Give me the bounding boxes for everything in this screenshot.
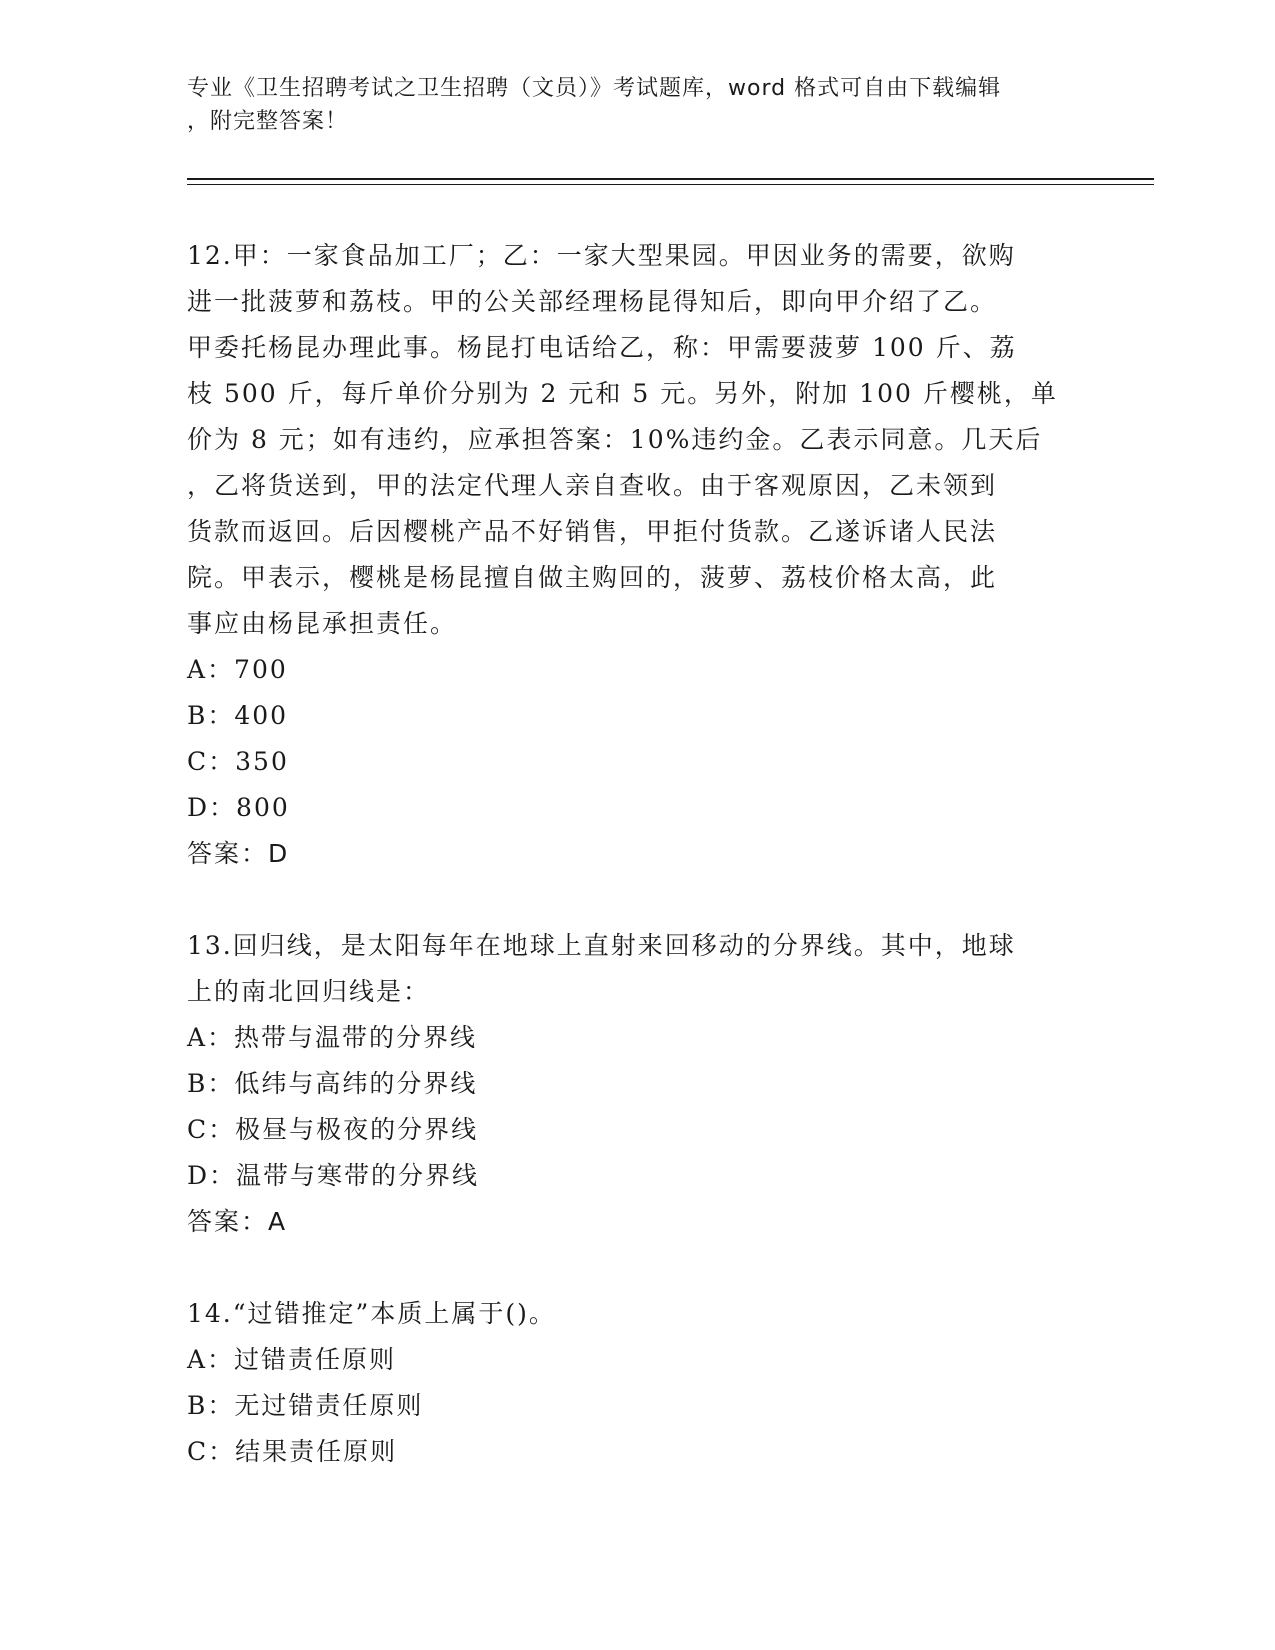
question-stem-line: 14.“过错推定”本质上属于()。 [187,1299,556,1328]
question-stem-line: 上的南北回归线是： [187,977,431,1006]
question-spacer [187,1245,1067,1291]
document-header [187,72,1067,138]
question-12 [187,233,1067,877]
question-stem-line: 甲委托杨昆办理此事。杨昆打电话给乙，称：甲需要菠萝 100 斤、荔 [187,333,1017,362]
header-line-2: ，附完整答案！ [187,109,349,134]
header-rule-bottom [187,184,1154,185]
option-b: B：400 [187,701,289,730]
header-line-1: 专业《卫生招聘考试之卫生招聘（文员）》考试题库，word 格式可自由下载编辑 [187,76,1002,101]
option-b: B：无过错责任原则 [187,1391,424,1420]
option-d: D：800 [187,793,290,822]
header-rule-top [187,178,1154,180]
question-stem-line: 13.回归线，是太阳每年在地球上直射来回移动的分界线。其中，地球 [187,931,1016,960]
question-stem-line: ，乙将货送到，甲的法定代理人亲自查收。由于客观原因，乙未领到 [187,471,998,500]
option-a: A：过错责任原则 [187,1345,397,1374]
question-spacer [187,877,1067,923]
option-c: C：结果责任原则 [187,1437,398,1466]
question-13 [187,923,1067,1245]
option-a: A：700 [187,655,288,684]
option-a: A：热带与温带的分界线 [187,1023,478,1052]
answer-line: 答案：A [187,1207,288,1236]
question-list [187,233,1067,1475]
option-c: C：极昼与极夜的分界线 [187,1115,479,1144]
option-c: C：350 [187,747,289,776]
question-stem-line: 进一批菠萝和荔枝。甲的公关部经理杨昆得知后，即向甲介绍了乙。 [187,287,998,316]
question-stem-line: 枝 500 斤，每斤单价分别为 2 元和 5 元。另外，附加 100 斤樱桃，单 [187,379,1058,408]
option-b: B：低纬与高纬的分界线 [187,1069,478,1098]
option-d: D：温带与寒带的分界线 [187,1161,480,1190]
question-14 [187,1291,1067,1475]
question-stem-line: 事应由杨昆承担责任。 [187,609,458,638]
question-stem-line: 院。甲表示，樱桃是杨昆擅自做主购回的，菠萝、荔枝价格太高，此 [187,563,998,592]
question-stem-line: 货款而返回。后因樱桃产品不好销售，甲拒付货款。乙遂诉诸人民法 [187,517,998,546]
answer-line: 答案：D [187,839,290,868]
question-stem-line: 12.甲：一家食品加工厂；乙：一家大型果园。甲因业务的需要，欲购 [187,241,1016,270]
question-stem-line: 价为 8 元；如有违约，应承担答案：10%违约金。乙表示同意。几天后 [187,425,1043,454]
